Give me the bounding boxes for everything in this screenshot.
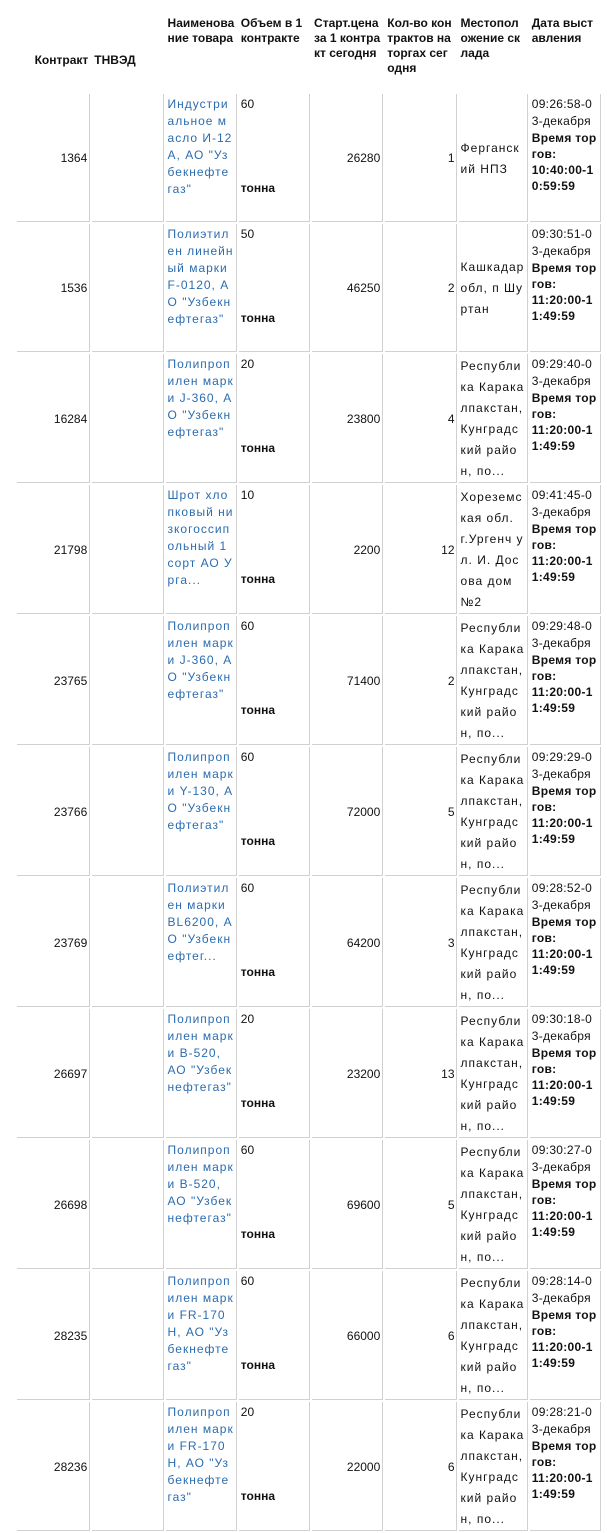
contract-number: 16284 bbox=[53, 411, 88, 426]
start-price: 46250 bbox=[346, 281, 381, 295]
cell-date bbox=[530, 747, 601, 876]
volume-unit: тонна bbox=[240, 703, 275, 717]
cell-tnved bbox=[92, 616, 163, 745]
volume-unit: тонна bbox=[240, 181, 275, 195]
cell-price bbox=[312, 94, 383, 222]
contract-count: 12 bbox=[441, 542, 455, 557]
table-header bbox=[17, 14, 601, 92]
contract-count: 2 bbox=[447, 281, 455, 295]
cell-name bbox=[166, 94, 237, 222]
listing-date: 09:28:21-03-декабря bbox=[531, 1405, 593, 1436]
start-price: 2200 bbox=[353, 542, 381, 557]
volume-qty: 50 bbox=[240, 227, 255, 241]
product-link[interactable]: Шрот хлопковый низкогоссипольный 1 сорт АО Урга... bbox=[167, 488, 234, 587]
cell-count bbox=[385, 94, 456, 222]
warehouse-location: Республика Каракалпакстан, Кунградский район, по... bbox=[460, 752, 525, 871]
contract-count: 5 bbox=[447, 804, 455, 819]
cell-date bbox=[530, 878, 601, 1007]
product-link[interactable]: Индустриальное масло И-12А, АО "Узбекнефтегаз" bbox=[167, 97, 233, 196]
header-volume[interactable]: Объем в 1 контракте bbox=[239, 14, 310, 92]
cell-location bbox=[459, 1402, 528, 1531]
trade-time-label: Время торгов: bbox=[531, 1046, 597, 1076]
cell-date bbox=[530, 485, 601, 614]
warehouse-location: Хореземская обл. г.Ургенч ул. И. Досова дом №2 bbox=[460, 490, 524, 609]
contract-count: 13 bbox=[441, 1066, 455, 1081]
trade-time-label: Время торгов: bbox=[531, 784, 597, 814]
trade-time-label: Время торгов: bbox=[531, 1177, 597, 1207]
cell-contract bbox=[17, 1402, 90, 1531]
volume-unit: тонна bbox=[240, 572, 275, 586]
trade-time: 11:20:00-11:49:59 bbox=[531, 947, 593, 977]
contract-number: 1536 bbox=[60, 281, 88, 295]
volume-qty: 60 bbox=[240, 750, 255, 764]
cell-date bbox=[530, 94, 601, 222]
contract-number: 28235 bbox=[53, 1328, 88, 1343]
table-row bbox=[17, 1140, 601, 1269]
cell-volume bbox=[239, 1271, 310, 1400]
cell-name bbox=[166, 1140, 237, 1269]
cell-tnved bbox=[92, 354, 163, 483]
cell-price bbox=[312, 1271, 383, 1400]
trade-time-label: Время торгов: bbox=[531, 653, 597, 683]
listing-date: 09:29:48-03-декабря bbox=[531, 619, 593, 650]
table-body bbox=[17, 94, 601, 1531]
cell-count bbox=[385, 224, 456, 352]
volume-unit: тонна bbox=[240, 834, 275, 848]
cell-location bbox=[459, 616, 528, 745]
trade-time-label: Время торгов: bbox=[531, 915, 597, 945]
cell-tnved bbox=[92, 485, 163, 614]
cell-tnved bbox=[92, 878, 163, 1007]
cell-tnved bbox=[92, 224, 163, 352]
cell-count bbox=[385, 616, 456, 745]
contract-number: 26698 bbox=[53, 1197, 88, 1212]
listing-date: 09:28:52-03-декабря bbox=[531, 881, 593, 912]
cell-location bbox=[459, 1009, 528, 1138]
cell-date bbox=[530, 1402, 601, 1531]
cell-volume bbox=[239, 224, 310, 352]
start-price: 72000 bbox=[346, 804, 381, 819]
trade-time: 11:20:00-11:49:59 bbox=[531, 1209, 593, 1239]
cell-contract bbox=[17, 224, 90, 352]
trade-time: 11:20:00-11:49:59 bbox=[531, 1471, 593, 1501]
volume-qty: 20 bbox=[240, 1012, 255, 1026]
cell-price bbox=[312, 485, 383, 614]
table-row bbox=[17, 485, 601, 614]
cell-contract bbox=[17, 1271, 90, 1400]
cell-volume bbox=[239, 1009, 310, 1138]
contract-number: 28236 bbox=[53, 1459, 88, 1474]
listing-date: 09:30:18-03-декабря bbox=[531, 1012, 593, 1043]
contract-count: 3 bbox=[447, 935, 455, 950]
cell-volume bbox=[239, 616, 310, 745]
cell-contract bbox=[17, 878, 90, 1007]
header-count[interactable]: Кол-во контрактов на торгах сегодня bbox=[385, 14, 456, 92]
table-row bbox=[17, 94, 601, 222]
volume-qty: 60 bbox=[240, 881, 255, 895]
volume-unit: тонна bbox=[240, 1227, 275, 1241]
cell-price bbox=[312, 354, 383, 483]
cell-name bbox=[166, 1271, 237, 1400]
cell-date bbox=[530, 616, 601, 745]
cell-price bbox=[312, 878, 383, 1007]
cell-tnved bbox=[92, 1009, 163, 1138]
trade-time-label: Время торгов: bbox=[531, 261, 597, 291]
contract-count: 5 bbox=[447, 1197, 455, 1212]
product-link[interactable]: Полипропилен марки J-360, АО "Узбекнефтегаз" bbox=[167, 357, 234, 439]
cell-count bbox=[385, 1009, 456, 1138]
product-link[interactable]: Полипропилен марки B-520, АО "Узбекнефтегаз" bbox=[167, 1012, 234, 1094]
cell-location bbox=[459, 1140, 528, 1269]
header-contract[interactable]: Контракт bbox=[17, 14, 90, 92]
volume-qty: 60 bbox=[240, 1143, 255, 1157]
cell-date bbox=[530, 1271, 601, 1400]
cell-location bbox=[459, 878, 528, 1007]
listing-date: 09:30:27-03-декабря bbox=[531, 1143, 593, 1174]
product-link[interactable]: Полиэтилен марки BL6200, АО "Узбекнефтег... bbox=[167, 881, 233, 963]
cell-contract bbox=[17, 485, 90, 614]
volume-qty: 60 bbox=[240, 1274, 255, 1288]
cell-count bbox=[385, 354, 456, 483]
cell-count bbox=[385, 1402, 456, 1531]
table-row bbox=[17, 1009, 601, 1138]
warehouse-location: Республика Каракалпакстан, Кунградский район, по... bbox=[460, 1276, 525, 1395]
cell-contract bbox=[17, 1009, 90, 1138]
trade-time-label: Время торгов: bbox=[531, 522, 597, 552]
trade-time-label: Время торгов: bbox=[531, 391, 597, 421]
product-link[interactable]: Полипропилен марки FR-170H, АО "Узбекнефтегаз" bbox=[167, 1405, 234, 1504]
trade-time-label: Время торгов: bbox=[531, 1308, 597, 1338]
trade-time: 11:20:00-11:49:59 bbox=[531, 1078, 593, 1108]
header-price[interactable]: Старт.цена за 1 контракт сегодня bbox=[312, 14, 383, 92]
listing-date: 09:29:40-03-декабря bbox=[531, 357, 593, 388]
product-link[interactable]: Полипропилен марки B-520, АО "Узбекнефтегаз" bbox=[167, 1143, 234, 1225]
contracts-table bbox=[15, 12, 603, 1533]
product-link[interactable]: Полиэтилен линейный марки F-0120, АО "Узбекнефтегаз" bbox=[167, 227, 234, 326]
cell-count bbox=[385, 485, 456, 614]
volume-unit: тонна bbox=[240, 1096, 275, 1110]
table-row bbox=[17, 878, 601, 1007]
trade-time: 10:40:00-10:59:59 bbox=[531, 163, 594, 193]
warehouse-location: Ферганский НПЗ bbox=[460, 140, 520, 176]
trade-time: 11:20:00-11:49:59 bbox=[531, 554, 593, 584]
warehouse-location: Республика Каракалпакстан, Кунградский район, по... bbox=[460, 359, 525, 478]
warehouse-location: Республика Каракалпакстан, Кунградский район, по... bbox=[460, 1014, 525, 1133]
start-price: 66000 bbox=[346, 1328, 381, 1343]
cell-price bbox=[312, 616, 383, 745]
volume-unit: тонна bbox=[240, 965, 275, 979]
cell-date bbox=[530, 1140, 601, 1269]
contract-number: 23769 bbox=[53, 935, 88, 950]
table-row bbox=[17, 616, 601, 745]
contract-count: 4 bbox=[447, 411, 455, 426]
volume-unit: тонна bbox=[240, 311, 275, 325]
start-price: 23200 bbox=[346, 1066, 381, 1081]
start-price: 69600 bbox=[346, 1197, 381, 1212]
cell-volume bbox=[239, 1402, 310, 1531]
contract-number: 21798 bbox=[53, 542, 88, 557]
contract-count: 6 bbox=[447, 1328, 455, 1343]
listing-date: 09:26:58-03-декабря bbox=[531, 97, 593, 128]
table-row bbox=[17, 747, 601, 876]
table-row bbox=[17, 1271, 601, 1400]
cell-contract bbox=[17, 354, 90, 483]
header-date[interactable]: Дата выставления bbox=[530, 14, 601, 92]
cell-count bbox=[385, 1271, 456, 1400]
table-row bbox=[17, 354, 601, 483]
cell-volume bbox=[239, 747, 310, 876]
contract-number: 26697 bbox=[53, 1066, 88, 1081]
table-row bbox=[17, 224, 601, 352]
volume-unit: тонна bbox=[240, 1358, 275, 1372]
cell-location bbox=[459, 354, 528, 483]
cell-contract bbox=[17, 616, 90, 745]
listing-date: 09:29:29-03-декабря bbox=[531, 750, 593, 781]
cell-name bbox=[166, 747, 237, 876]
contract-number: 1364 bbox=[60, 151, 88, 165]
cell-contract bbox=[17, 94, 90, 222]
cell-price bbox=[312, 747, 383, 876]
warehouse-location: Республика Каракалпакстан, Кунградский район, по... bbox=[460, 621, 525, 740]
cell-tnved bbox=[92, 1140, 163, 1269]
cell-volume bbox=[239, 485, 310, 614]
cell-name bbox=[166, 616, 237, 745]
cell-volume bbox=[239, 1140, 310, 1269]
warehouse-location: Республика Каракалпакстан, Кунградский район, по... bbox=[460, 1407, 525, 1526]
volume-qty: 20 bbox=[240, 1405, 255, 1419]
volume-qty: 60 bbox=[240, 97, 255, 111]
header-name[interactable]: Наименование товара bbox=[166, 14, 237, 92]
cell-contract bbox=[17, 747, 90, 876]
trade-time-label: Время торгов: bbox=[531, 1439, 597, 1469]
contract-count: 6 bbox=[447, 1459, 455, 1474]
cell-volume bbox=[239, 878, 310, 1007]
table-row bbox=[17, 1402, 601, 1531]
cell-date bbox=[530, 354, 601, 483]
start-price: 22000 bbox=[346, 1459, 381, 1474]
warehouse-location: Республика Каракалпакстан, Кунградский район, по... bbox=[460, 883, 525, 1002]
volume-qty: 20 bbox=[240, 357, 255, 371]
cell-count bbox=[385, 747, 456, 876]
trade-time: 11:20:00-11:49:59 bbox=[531, 816, 593, 846]
cell-price bbox=[312, 1402, 383, 1531]
contract-count: 1 bbox=[447, 151, 455, 165]
cell-price bbox=[312, 1009, 383, 1138]
volume-qty: 10 bbox=[240, 488, 255, 502]
start-price: 71400 bbox=[346, 673, 381, 688]
cell-volume bbox=[239, 354, 310, 483]
cell-name bbox=[166, 1009, 237, 1138]
cell-name bbox=[166, 354, 237, 483]
header-tnved[interactable]: ТНВЭД bbox=[92, 14, 163, 92]
cell-location bbox=[459, 1271, 528, 1400]
listing-date: 09:28:14-03-декабря bbox=[531, 1274, 593, 1305]
cell-name bbox=[166, 485, 237, 614]
contract-number: 23765 bbox=[53, 673, 88, 688]
volume-unit: тонна bbox=[240, 441, 275, 455]
trade-time: 11:20:00-11:49:59 bbox=[531, 1340, 593, 1370]
cell-price bbox=[312, 1140, 383, 1269]
contract-number: 23766 bbox=[53, 804, 88, 819]
cell-location bbox=[459, 485, 528, 614]
contract-count: 2 bbox=[447, 673, 455, 688]
cell-location bbox=[459, 94, 528, 222]
cell-tnved bbox=[92, 1402, 163, 1531]
trade-time: 11:20:00-11:49:59 bbox=[531, 685, 593, 715]
product-link[interactable]: Полипропилен марки FR-170H, АО "Узбекнефтегаз" bbox=[167, 1274, 234, 1373]
cell-volume bbox=[239, 94, 310, 222]
cell-date bbox=[530, 224, 601, 352]
volume-unit: тонна bbox=[240, 1489, 275, 1503]
cell-tnved bbox=[92, 747, 163, 876]
cell-name bbox=[166, 224, 237, 352]
start-price: 23800 bbox=[346, 411, 381, 426]
header-row bbox=[17, 14, 601, 92]
listing-date: 09:41:45-03-декабря bbox=[531, 488, 593, 519]
cell-price bbox=[312, 224, 383, 352]
cell-count bbox=[385, 878, 456, 1007]
cell-tnved bbox=[92, 94, 163, 222]
cell-tnved bbox=[92, 1271, 163, 1400]
warehouse-location: Кашкадар обл, п Шуртан bbox=[460, 260, 525, 316]
cell-location bbox=[459, 747, 528, 876]
warehouse-location: Республика Каракалпакстан, Кунградский район, по... bbox=[460, 1145, 525, 1264]
cell-contract bbox=[17, 1140, 90, 1269]
start-price: 26280 bbox=[346, 151, 381, 165]
product-link[interactable]: Полипропилен марки Y-130, АО "Узбекнефтегаз" bbox=[167, 750, 234, 832]
product-link[interactable]: Полипропилен марки J-360, АО "Узбекнефтегаз" bbox=[167, 619, 234, 701]
start-price: 64200 bbox=[346, 935, 381, 950]
cell-location bbox=[459, 224, 528, 352]
cell-name bbox=[166, 878, 237, 1007]
header-location[interactable]: Местоположение склада bbox=[459, 14, 528, 92]
cell-count bbox=[385, 1140, 456, 1269]
trade-time: 11:20:00-11:49:59 bbox=[531, 423, 593, 453]
volume-qty: 60 bbox=[240, 619, 255, 633]
trade-time: 11:20:00-11:49:59 bbox=[531, 293, 593, 323]
cell-name bbox=[166, 1402, 237, 1531]
listing-date: 09:30:51-03-декабря bbox=[531, 227, 593, 258]
trade-time-label: Время торгов: bbox=[531, 131, 597, 161]
cell-date bbox=[530, 1009, 601, 1138]
